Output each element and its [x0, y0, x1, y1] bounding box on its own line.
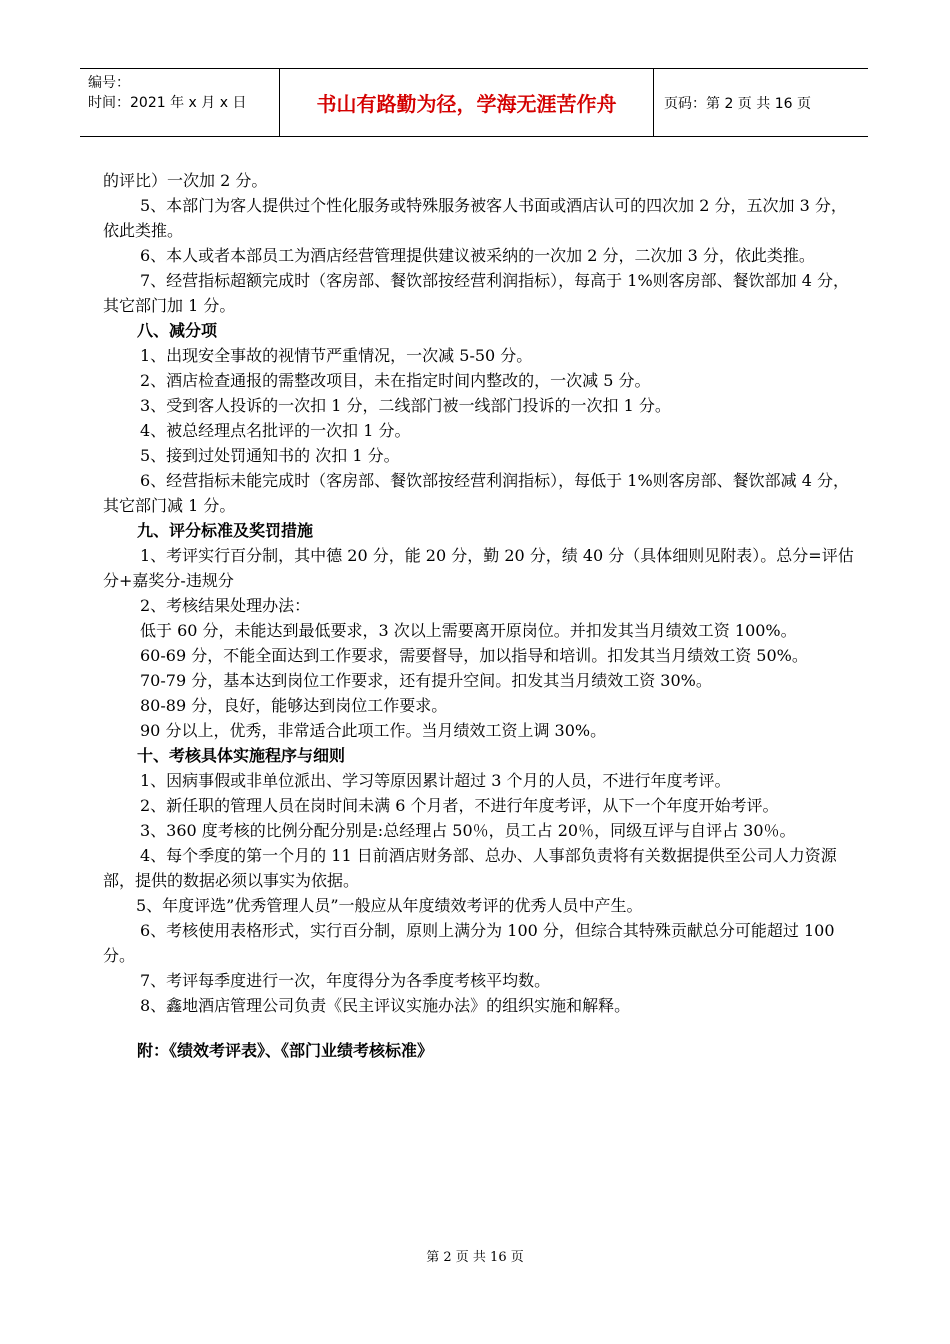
header-motto: 书山有路勤为径，学海无涯苦作舟	[280, 69, 654, 136]
paragraph: 6、本人或者本部员工为酒店经营管理提供建议被采纳的一次加 2 分，二次加 3 分，依此类推。	[140, 246, 815, 265]
paragraph: 7、考评每季度进行一次，年度得分为各季度考核平均数。	[140, 971, 551, 990]
paragraph: 低于 60 分，未能达到最低要求，3 次以上需要离开原岗位。并扣发其当月绩效工资 100%。	[140, 621, 797, 640]
paragraph: 4、每个季度的第一个月的 11 日前酒店财务部、总办、人事部负责将有关数据提供至公司人力资源部，提供的数据必须以事实为依据。	[103, 846, 837, 890]
page-footer: 第 2 页 共 16 页	[426, 1250, 524, 1265]
paragraph: 70-79 分，基本达到岗位工作要求，还有提升空间。扣发其当月绩效工资 30%。	[140, 671, 712, 690]
paragraph: 6、考核使用表格形式，实行百分制，原则上满分为 100 分，但综合其特殊贡献总分可能超过 100 分。	[103, 921, 835, 965]
document-body	[103, 168, 855, 1063]
header-page-info: 页码：第 2 页 共 16 页	[664, 95, 811, 112]
section-heading: 八、减分项	[137, 321, 218, 340]
paragraph: 4、被总经理点名批评的一次扣 1 分。	[140, 421, 411, 440]
paragraph: 1、因病事假或非单位派出、学习等原因累计超过 3 个月的人员，不进行年度考评。	[140, 771, 731, 790]
paragraph: 5、年度评选”优秀管理人员”一般应从年度绩效考评的优秀人员中产生。	[136, 896, 643, 915]
paragraph: 2、新任职的管理人员在岗时间未满 6 个月者，不进行年度考评，从下一个年度开始考评。	[140, 796, 779, 815]
paragraph: 90 分以上，优秀，非常适合此项工作。当月绩效工资上调 30%。	[140, 721, 607, 740]
spacer	[103, 1018, 855, 1038]
paragraph: 1、考评实行百分制，其中德 20 分，能 20 分，勤 20 分，绩 40 分（具体细则见附表）。总分=评估分+嘉奖分-违规分	[103, 546, 854, 590]
paragraph: 6、经营指标未能完成时（客房部、餐饮部按经营利润指标），每低于 1%则客房部、餐饮部减 4 分，其它部门减 1 分。	[103, 471, 850, 515]
paragraph: 8、鑫地酒店管理公司负责《民主评议实施办法》的组织实施和解释。	[140, 996, 631, 1015]
paragraph: 5、接到过处罚通知书的 次扣 1 分。	[140, 446, 400, 465]
paragraph: 2、酒店检查通报的需整改项目，未在指定时间内整改的，一次减 5 分。	[140, 371, 651, 390]
appendix-line: 附：《绩效考评表》、《部门业绩考核标准》	[137, 1041, 434, 1060]
header-meta	[80, 69, 280, 136]
paragraph: 80-89 分，良好，能够达到岗位工作要求。	[140, 696, 448, 715]
paragraph: 3、受到客人投诉的一次扣 1 分，二线部门被一线部门投诉的一次扣 1 分。	[140, 396, 671, 415]
paragraph: 3、360 度考核的比例分配分别是:总经理占 50％，员工占 20％，同级互评与自评占 30％。	[140, 821, 796, 840]
page-header	[80, 68, 868, 137]
section-heading: 十、考核具体实施程序与细则	[137, 746, 346, 765]
paragraph: 的评比）一次加 2 分。	[103, 171, 268, 190]
paragraph: 5、本部门为客人提供过个性化服务或特殊服务被客人书面或酒店认可的四次加 2 分，五次加 3 分，依此类推。	[103, 196, 847, 240]
document-date: 时间：2021 年 x 月 x 日	[88, 95, 247, 111]
paragraph: 2、考核结果处理办法：	[140, 596, 311, 615]
section-heading: 九、评分标准及奖罚措施	[137, 521, 314, 540]
paragraph: 1、出现安全事故的视情节严重情况，一次减 5-50 分。	[140, 346, 533, 365]
paragraph: 60-69 分，不能全面达到工作要求，需要督导，加以指导和培训。扣发其当月绩效工资 50%。	[140, 646, 808, 665]
document-number: 编号：	[88, 75, 130, 91]
paragraph: 7、经营指标超额完成时（客房部、餐饮部按经营利润指标），每高于 1%则客房部、餐饮部加 4 分，其它部门加 1 分。	[103, 271, 850, 315]
